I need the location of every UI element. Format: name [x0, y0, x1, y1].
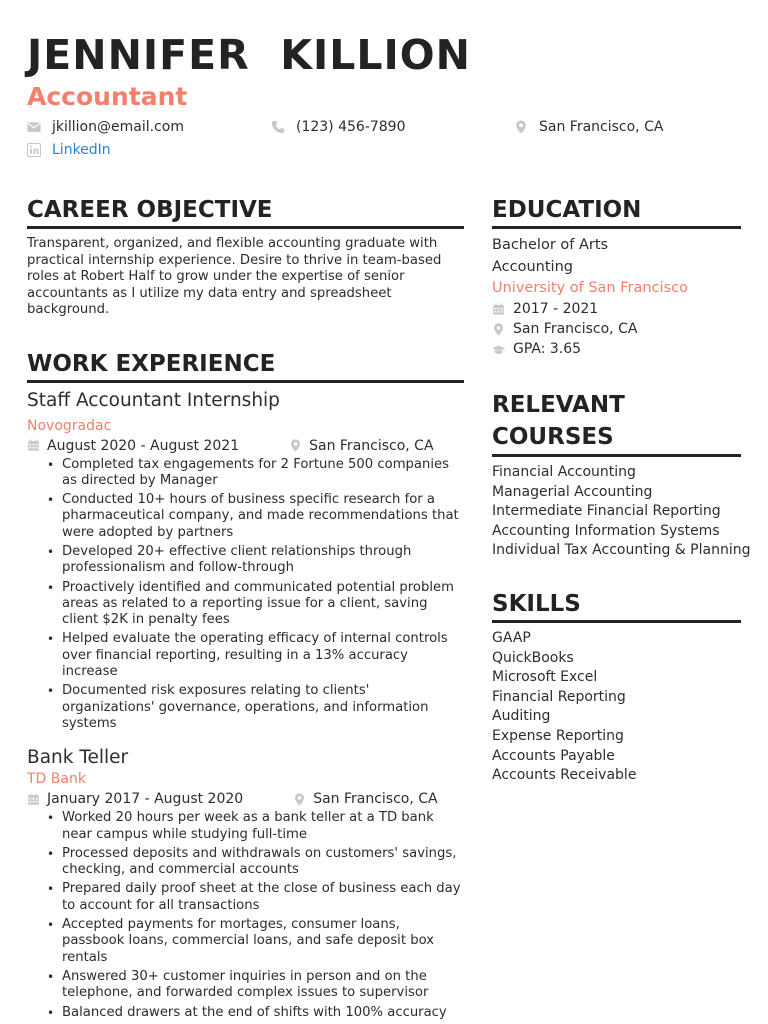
section-heading: CAREER OBJECTIVE [27, 195, 464, 229]
contact-phone[interactable] [271, 118, 406, 136]
job-location: San Francisco, CA [309, 437, 434, 454]
list-item: • Completed tax engagements for 2 Fortune 500 companies as directed by Manager [27, 457, 464, 490]
list-item: • Developed 20+ effective client relationships through professionalism and follow-through [27, 544, 464, 577]
section-heading: EDUCATION [492, 195, 741, 229]
job-title: Accountant [27, 82, 188, 111]
work-experience-section [27, 349, 464, 1021]
map-pin-icon [289, 439, 302, 452]
gpa-text: GPA: 3.65 [513, 341, 582, 357]
company-name: TD Bank [27, 771, 86, 788]
list-item: • Balanced drawers at the end of shifts with 100% accuracy [27, 1005, 464, 1021]
position-title: Staff Accountant Internship [27, 389, 280, 411]
list-item: Financial Accounting [492, 464, 636, 480]
career-objective-text: Transparent, organized, and flexible accounting graduate with practical internship experience. Desire to thrive in team-based roles at Robert Half to grow under the expertise of senior accountants as I utilize my data entry and spreadsheet background. [27, 236, 442, 317]
list-item: Financial Reporting [492, 688, 626, 705]
list-item: • Proactively identified and communicated potential problem areas as related to a reporting issue for a client, saving client $2K in penalty fees [27, 580, 464, 629]
graduation-cap-icon [492, 343, 505, 356]
phone-icon [271, 120, 285, 134]
location-text: San Francisco, CA [513, 321, 638, 337]
list-item: Microsoft Excel [492, 669, 598, 686]
list-item: • Worked 20 hours per week as a bank teller at a TD bank near campus while studying full-time [27, 810, 464, 843]
job-bullets [27, 810, 464, 1021]
job-meta [27, 790, 464, 808]
contact-linkedin[interactable] [27, 141, 111, 159]
section-heading: SKILLS [492, 589, 741, 623]
map-pin-icon [514, 120, 528, 134]
education-location [492, 319, 741, 339]
job-dates: January 2017 - August 2020 [47, 791, 244, 808]
school-name: University of San Francisco [492, 280, 688, 296]
linkedin-link[interactable]: LinkedIn [52, 142, 111, 158]
phone-text: (123) 456-7890 [296, 119, 406, 135]
list-item: Intermediate Financial Reporting [492, 503, 721, 520]
right-column [492, 195, 751, 786]
job-dates: August 2020 - August 2021 [47, 437, 240, 454]
company-name: Novogradac [27, 417, 112, 434]
map-pin-icon [293, 793, 306, 806]
list-item: • Documented risk exposures relating to clients' organizations' governance, operations, and information systems [27, 683, 464, 732]
map-pin-icon [492, 323, 505, 336]
heading-line-2: COURSES [492, 424, 614, 450]
section-heading: WORK EXPERIENCE [27, 349, 464, 383]
contact-location [514, 118, 663, 136]
list-item: • Processed deposits and withdrawals on customers' savings, checking, and commercial accounts [27, 846, 464, 879]
list-item: Managerial Accounting [492, 483, 653, 500]
list-item: GAAP [492, 629, 531, 646]
job-entry [27, 746, 464, 1021]
envelope-icon [27, 120, 41, 134]
job-location: San Francisco, CA [313, 791, 438, 808]
education-gpa [492, 339, 741, 359]
education-section [492, 195, 741, 359]
candidate-name: JENNIFER KILLION [27, 31, 471, 79]
education-dates [492, 299, 741, 319]
contact-email[interactable] [27, 118, 184, 136]
list-item: • Answered 30+ customer inquiries in person and on the telephone, and forwarded complex issues to supervisor [27, 969, 464, 1002]
list-item: • Helped evaluate the operating efficacy of internal controls over financial reporting, resulting in a 13% accuracy increase [27, 631, 464, 680]
career-objective-section [27, 195, 464, 319]
list-item: Accounting Information Systems [492, 522, 720, 539]
degree: Bachelor of Arts [492, 237, 609, 253]
list-item: Expense Reporting [492, 727, 624, 744]
section-heading [492, 389, 741, 457]
list-item: Accounts Payable [492, 747, 615, 764]
job-meta [27, 437, 464, 455]
list-item: • Accepted payments for mortages, consumer loans, passbook loans, commercial loans, and safe deposit box rentals [27, 917, 464, 966]
linkedin-icon [27, 143, 41, 157]
job-bullets [27, 457, 464, 733]
email-text: jkillion@email.com [52, 119, 184, 135]
list-item: • Prepared daily proof sheet at the close of business each day to account for all transactions [27, 881, 464, 914]
list-item: • Conducted 10+ hours of business specific research for a pharmaceutical company, and made recommendations that were adopted by partners [27, 492, 464, 541]
list-item: Auditing [492, 708, 551, 725]
location-text: San Francisco, CA [539, 119, 664, 135]
left-column [27, 195, 464, 1024]
field-of-study: Accounting [492, 259, 573, 275]
skills-list [492, 629, 741, 786]
list-item: Accounts Receivable [492, 767, 637, 784]
heading-line-1: RELEVANT [492, 392, 625, 418]
job-entry [27, 389, 464, 733]
relevant-courses-section [492, 389, 751, 561]
list-item: QuickBooks [492, 649, 574, 666]
skills-section [492, 589, 741, 786]
calendar-icon [27, 793, 40, 806]
calendar-icon [492, 303, 505, 316]
position-title: Bank Teller [27, 747, 129, 769]
courses-list [492, 463, 751, 561]
list-item: Individual Tax Accounting & Planning [492, 542, 751, 559]
dates-text: 2017 - 2021 [513, 301, 599, 317]
calendar-icon [27, 439, 40, 452]
